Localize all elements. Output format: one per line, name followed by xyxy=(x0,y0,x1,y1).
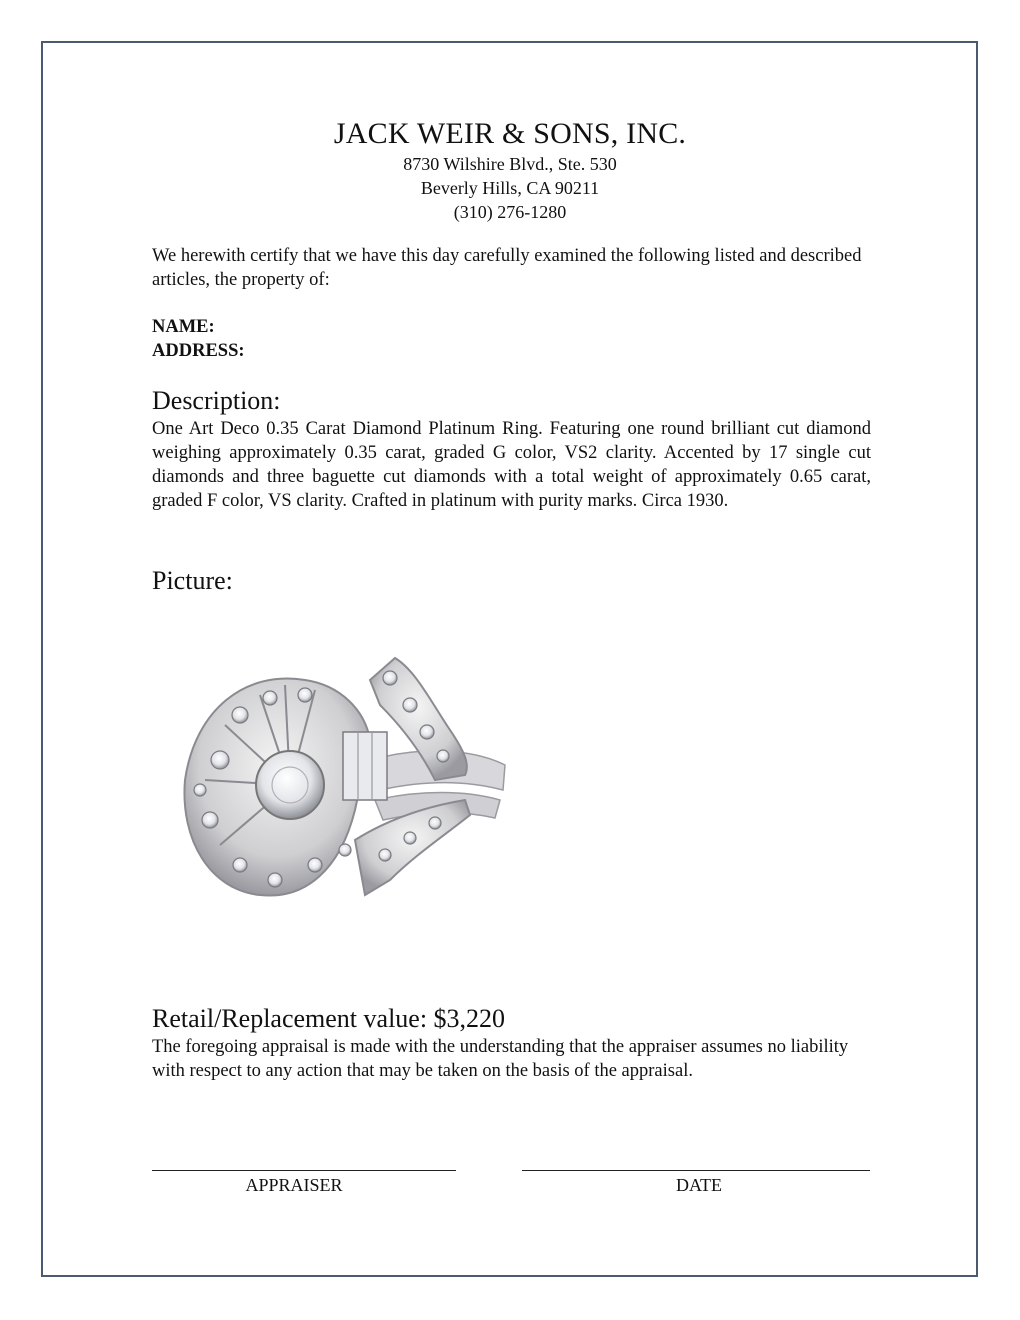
address-line-2: Beverly Hills, CA 90211 xyxy=(420,178,600,198)
company-name: JACK WEIR & SONS, INC. xyxy=(333,117,687,150)
name-label: NAME: xyxy=(152,317,215,337)
address-label: ADDRESS: xyxy=(152,341,245,361)
picture-section xyxy=(152,565,871,597)
description-section xyxy=(152,385,871,513)
date-label: DATE xyxy=(676,1175,722,1195)
retail-value: Retail/Replacement value: $3,220 xyxy=(152,1004,506,1033)
phone-number: (310) 276-1280 xyxy=(453,202,567,222)
date-signature-line xyxy=(522,1170,870,1171)
letterhead xyxy=(0,116,1020,224)
address-line-1: 8730 Wilshire Blvd., Ste. 530 xyxy=(403,154,617,174)
description-title: Description: xyxy=(152,386,281,415)
certification-statement xyxy=(152,244,871,292)
ring-icon xyxy=(165,640,515,930)
appraiser-signature-line xyxy=(152,1170,456,1171)
description-text: One Art Deco 0.35 Carat Diamond Platinum Ring. Featuring one round brilliant cut diamond weighing approximately 0.35 carat, graded G color, VS2 clarity. Accented by 17 single cut diamonds and three baguette cut diamonds with a total weight of approximately 0.65 carat, graded F color, VS clarity. Crafted in platinum with purity marks. Circa 1930. xyxy=(152,419,871,511)
value-section xyxy=(152,1003,871,1083)
disclaimer-text: The foregoing appraisal is made with the understanding that the appraiser assumes no liability with respect to any action that may be taken on the basis of the appraisal. xyxy=(152,1037,849,1081)
picture-title: Picture: xyxy=(152,566,233,595)
owner-fields xyxy=(152,315,871,363)
appraiser-label: APPRAISER xyxy=(245,1175,343,1195)
certify-text: We herewith certify that we have this day carefully examined the following listed and described articles, the property of: xyxy=(152,246,862,290)
